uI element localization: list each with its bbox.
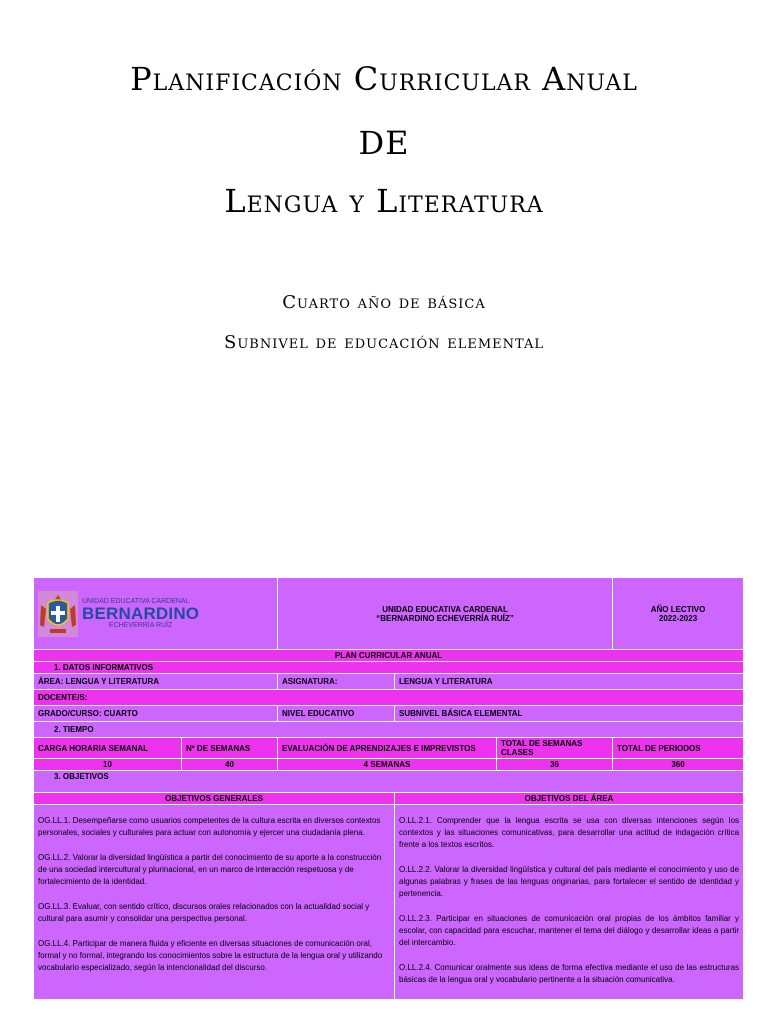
document-title-line3: Lengua y Literatura [224,182,544,220]
objectives-area-header: OBJETIVOS DEL ÁREA [395,793,744,805]
asignatura-value: LENGUA Y LITERATURA [395,674,744,690]
document-title-line2: DE [358,124,410,162]
grado-field: GRADO/CURSO: CUARTO [34,706,278,722]
school-name-line2: “BERNARDINO ECHEVERRÍA RUÍZ” [376,613,514,623]
objective-area-item: O.LL.2.1. Comprender que la lengua escrita se usa con diversas intenciones según los contextos y las situaciones comunicativas, para desarrollar una actitud de indagación crítica frente a los textos escritos. [399,816,740,849]
plan-title: PLAN CURRICULAR ANUAL [34,650,744,662]
school-year-label: AÑO LECTIVO [650,604,706,614]
objective-general-item: OG.LL.4. Participar de manera fluida y eficiente en diversas situaciones de comunicación oral, formal y no formal, integrando los conocimientos sobre la estructura de la lengua oral y utilizando vocabulario especializado, según la intencionalidad del discurso. [38,939,383,972]
time-header-total-periodos: TOTAL DE PERIODOS [613,738,744,759]
time-header-semanas: Nº DE SEMANAS [182,738,278,759]
nivel-label: NIVEL EDUCATIVO [278,706,395,722]
logo-line1: UNIDAD EDUCATIVA CARDENAL [82,598,190,605]
section-heading-datos: 1. DATOS INFORMATIVOS [34,662,744,674]
school-name-line1: UNIDAD EDUCATIVA CARDENAL [382,604,508,614]
objectives-general-header: OBJETIVOS GENERALES [34,793,395,805]
time-value-semanas: 40 [182,759,278,771]
objective-general-item: OG.LL.1. Desempeñarse como usuarios competentes de la cultura escrita en diversos contextos personales, sociales y culturales para actuar con autonomía y ejercer una ciudadanía plena. [38,816,381,837]
section-heading-objetivos: 3. OBJETIVOS [34,771,744,793]
school-logo [38,591,273,637]
objectives-general-list [34,805,395,1000]
document-title-line1: Planificación Curricular Anual [130,60,638,98]
objective-area-item: O.LL.2.3. Participar en situaciones de comunicación oral propias de los ámbitos familiar y escolar, con capacidad para escuchar, mantener el tema del diálogo y desarrollar ideas a partir del intercambio. [399,914,740,947]
time-value-total-periodos: 360 [613,759,744,771]
time-header-total-semanas: TOTAL DE SEMANAS CLASES [497,738,613,759]
time-value-total-semanas: 36 [497,759,613,771]
time-header-evaluacion: EVALUACIÓN DE APRENDIZAJES E IMPREVISTOS [278,738,497,759]
logo-line2: BERNARDINO [82,604,200,623]
section-heading-tiempo: 2. TIEMPO [34,722,744,738]
objective-general-item: OG.LL.3. Evaluar, con sentido crítico, discursos orales relacionados con la actualidad social y cultural para asumir y consolidar una perspectiva personal. [38,902,370,923]
time-value-evaluacion: 4 SEMANAS [278,759,497,771]
school-year-cell [613,578,744,650]
objectives-area-list [395,805,744,1000]
asignatura-label: ASIGNATURA: [278,674,395,690]
school-year-value: 2022-2023 [658,613,698,623]
nivel-value: SUBNIVEL BÁSICA ELEMENTAL [395,706,744,722]
document-subtitle-grade: Cuarto año de básica [282,292,486,313]
curricular-plan-table [33,577,744,1000]
objective-area-item: O.LL.2.4. Comunicar oralmente sus ideas de forma efectiva mediante el uso de las estructuras básicas de la lengua oral y vocabulario pertinente a la situación comunicativa. [399,963,740,984]
document-subtitle-level: Subnivel de educación elemental [223,332,545,353]
docente-field: DOCENTE/S: [34,690,744,706]
logo-line3: ECHEVERRÍA RUÍZ [108,622,173,629]
school-logo-cell [34,578,278,650]
school-name-cell [278,578,613,650]
crest-icon [38,591,78,637]
objective-general-item: OG.LL.2. Valorar la diversidad lingüística a partir del conocimiento de su aporte a la construcción de una sociedad intercultural y plurinacional, en un marco de interacción respetuosa y de fortalecimiento de la identidad. [38,853,382,886]
time-value-carga: 10 [34,759,182,771]
objective-area-item: O.LL.2.2. Valorar la diversidad lingüística y cultural del país mediante el conocimiento y uso de algunas palabras y frases de las lenguas originarias, para fortalecer el sentido de identidad y pertenencia. [399,865,740,898]
time-header-carga: CARGA HORARIA SEMANAL [34,738,182,759]
area-field: ÁREA: LENGUA Y LITERATURA [34,674,278,690]
